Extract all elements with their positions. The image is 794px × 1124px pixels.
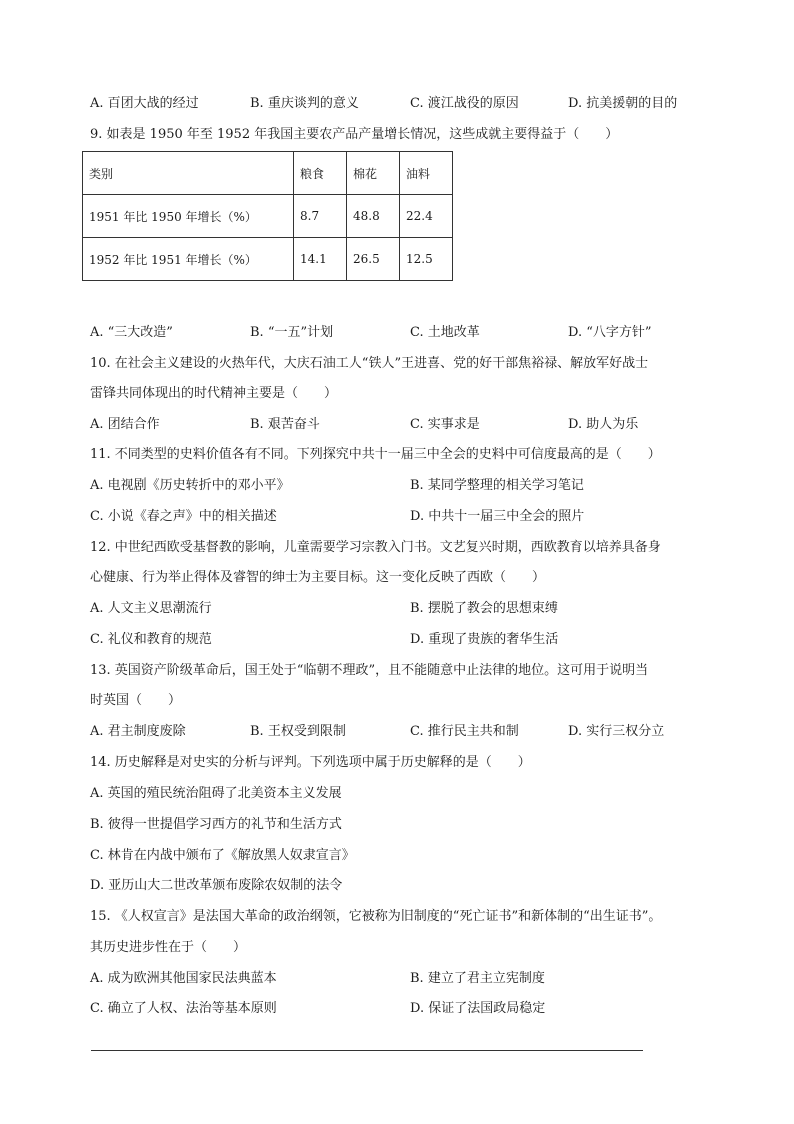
table-cell-value: 14.1 bbox=[300, 252, 327, 266]
table-cell: 1951 年比 1950 年增长（%） bbox=[83, 195, 294, 238]
q9-option-d[interactable]: D. “八字方针” bbox=[568, 325, 652, 340]
q12-stem-line-1: 12. 中世纪西欧受基督教的影响，儿童需要学习宗教入门书。文艺复兴时期，西欧教育以培养具备身 bbox=[90, 540, 661, 555]
table-header-cotton: 棉花 bbox=[347, 152, 400, 195]
table-cell: 1952 年比 1951 年增长（%） bbox=[83, 238, 294, 281]
q11-option-c[interactable]: C. 小说《春之声》中的相关描述 bbox=[90, 509, 277, 524]
q9-option-c[interactable]: C. 土地改革 bbox=[410, 325, 480, 340]
table-row bbox=[83, 238, 453, 281]
q13-option-a[interactable]: A. 君主制度废除 bbox=[90, 724, 186, 739]
table-cell: 26.5 bbox=[347, 238, 400, 281]
table-row bbox=[83, 152, 453, 195]
q10-option-a[interactable]: A. 团结合作 bbox=[90, 417, 160, 432]
q12-option-b[interactable]: B. 摆脱了教会的思想束缚 bbox=[410, 601, 558, 616]
q13-stem-line-2: 时英国（ ） bbox=[90, 693, 182, 708]
q15-option-d[interactable]: D. 保证了法国政局稳定 bbox=[410, 1001, 546, 1016]
q15-stem-line-2: 其历史进步性在于（ ） bbox=[90, 940, 247, 955]
footer-divider bbox=[91, 1050, 643, 1051]
q9-option-b[interactable]: B. “一五”计划 bbox=[250, 325, 334, 340]
q13-option-c[interactable]: C. 推行民主共和制 bbox=[410, 724, 519, 739]
table-cell bbox=[294, 238, 347, 281]
q11-option-a[interactable]: A. 电视剧《历史转折中的邓小平》 bbox=[90, 478, 290, 493]
q10-option-b[interactable]: B. 艰苦奋斗 bbox=[250, 417, 320, 432]
q8-options bbox=[90, 93, 710, 115]
q12-options-row-1 bbox=[90, 598, 710, 620]
q13-option-b[interactable]: B. 王权受到限制 bbox=[250, 724, 346, 739]
q9-data-table bbox=[82, 151, 453, 281]
q12-option-d[interactable]: D. 重现了贵族的奢华生活 bbox=[410, 632, 559, 647]
q15-options-row-2 bbox=[90, 998, 710, 1020]
table-header-oil: 油料 bbox=[400, 152, 453, 195]
q10-options bbox=[90, 414, 710, 436]
q15-option-a[interactable]: A. 成为欧洲其他国家民法典蓝本 bbox=[90, 971, 277, 986]
q15-stem-line-1: 15. 《人权宣言》是法国大革命的政治纲领，它被称为旧制度的“死亡证书”和新体制的“出生证书”。 bbox=[90, 909, 662, 924]
q12-option-c[interactable]: C. 礼仪和教育的规范 bbox=[90, 632, 212, 647]
q12-stem-line-2: 心健康、行为举止得体及睿智的绅士为主要目标。这一变化反映了西欧（ ） bbox=[90, 570, 546, 585]
q13-option-d[interactable]: D. 实行三权分立 bbox=[568, 724, 665, 739]
q8-option-d[interactable]: D. 抗美援朝的目的 bbox=[568, 96, 678, 111]
table-cell: 8.7 bbox=[294, 195, 347, 238]
q10-option-c[interactable]: C. 实事求是 bbox=[410, 417, 480, 432]
q14-stem: 14. 历史解释是对史实的分析与评判。下列选项中属于历史解释的是（ ） bbox=[90, 755, 531, 770]
q15-option-b[interactable]: B. 建立了君主立宪制度 bbox=[410, 971, 545, 986]
q13-options bbox=[90, 721, 710, 743]
q9-option-a[interactable]: A. “三大改造” bbox=[90, 325, 173, 340]
table-row bbox=[83, 195, 453, 238]
q8-option-c[interactable]: C. 渡江战役的原因 bbox=[410, 96, 519, 111]
table-header-category: 类别 bbox=[83, 152, 294, 195]
table-cell: 22.4 bbox=[400, 195, 453, 238]
q8-option-a[interactable]: A. 百团大战的经过 bbox=[90, 96, 199, 111]
table-cell: 48.8 bbox=[347, 195, 400, 238]
q9-options bbox=[90, 322, 710, 344]
q15-options-row-1 bbox=[90, 968, 710, 990]
q15-option-c[interactable]: C. 确立了人权、法治等基本原则 bbox=[90, 1001, 277, 1016]
q10-stem-line-1: 10. 在社会主义建设的火热年代，大庆石油工人“铁人”王进喜、党的好干部焦裕禄、解放军好战士 bbox=[90, 356, 649, 371]
q10-option-d[interactable]: D. 助人为乐 bbox=[568, 417, 639, 432]
table-header-grain: 粮食 bbox=[294, 152, 347, 195]
q13-stem-line-1: 13. 英国资产阶级革命后，国王处于“临朝不理政”，且不能随意中止法律的地位。这可用于说明当 bbox=[90, 663, 649, 678]
q11-options-row-1 bbox=[90, 475, 710, 497]
q9-stem: 9. 如表是 1950 年至 1952 年我国主要农产品产量增长情况，这些成就主要得益于（ ） bbox=[90, 127, 619, 142]
q14-option-c[interactable]: C. 林肯在内战中颁布了《解放黑人奴隶宣言》 bbox=[90, 848, 355, 863]
q11-option-b[interactable]: B. 某同学整理的相关学习笔记 bbox=[410, 478, 584, 493]
q10-stem-line-2: 雷锋共同体现出的时代精神主要是（ ） bbox=[90, 386, 338, 401]
q14-option-d[interactable]: D. 亚历山大二世改革颁布废除农奴制的法令 bbox=[90, 878, 343, 893]
q14-option-a[interactable]: A. 英国的殖民统治阻碍了北美资本主义发展 bbox=[90, 786, 342, 801]
q11-options-row-2 bbox=[90, 506, 710, 528]
q11-stem: 11. 不同类型的史料价值各有不同。下列探究中共十一届三中全会的史料中可信度最高的是（ ） bbox=[90, 447, 661, 462]
table-cell: 12.5 bbox=[400, 238, 453, 281]
q12-options-row-2 bbox=[90, 629, 710, 651]
q12-option-a[interactable]: A. 人文主义思潮流行 bbox=[90, 601, 212, 616]
q11-option-d[interactable]: D. 中共十一届三中全会的照片 bbox=[410, 509, 585, 524]
q14-option-b[interactable]: B. 彼得一世提倡学习西方的礼节和生活方式 bbox=[90, 817, 342, 832]
q8-option-b[interactable]: B. 重庆谈判的意义 bbox=[250, 96, 359, 111]
